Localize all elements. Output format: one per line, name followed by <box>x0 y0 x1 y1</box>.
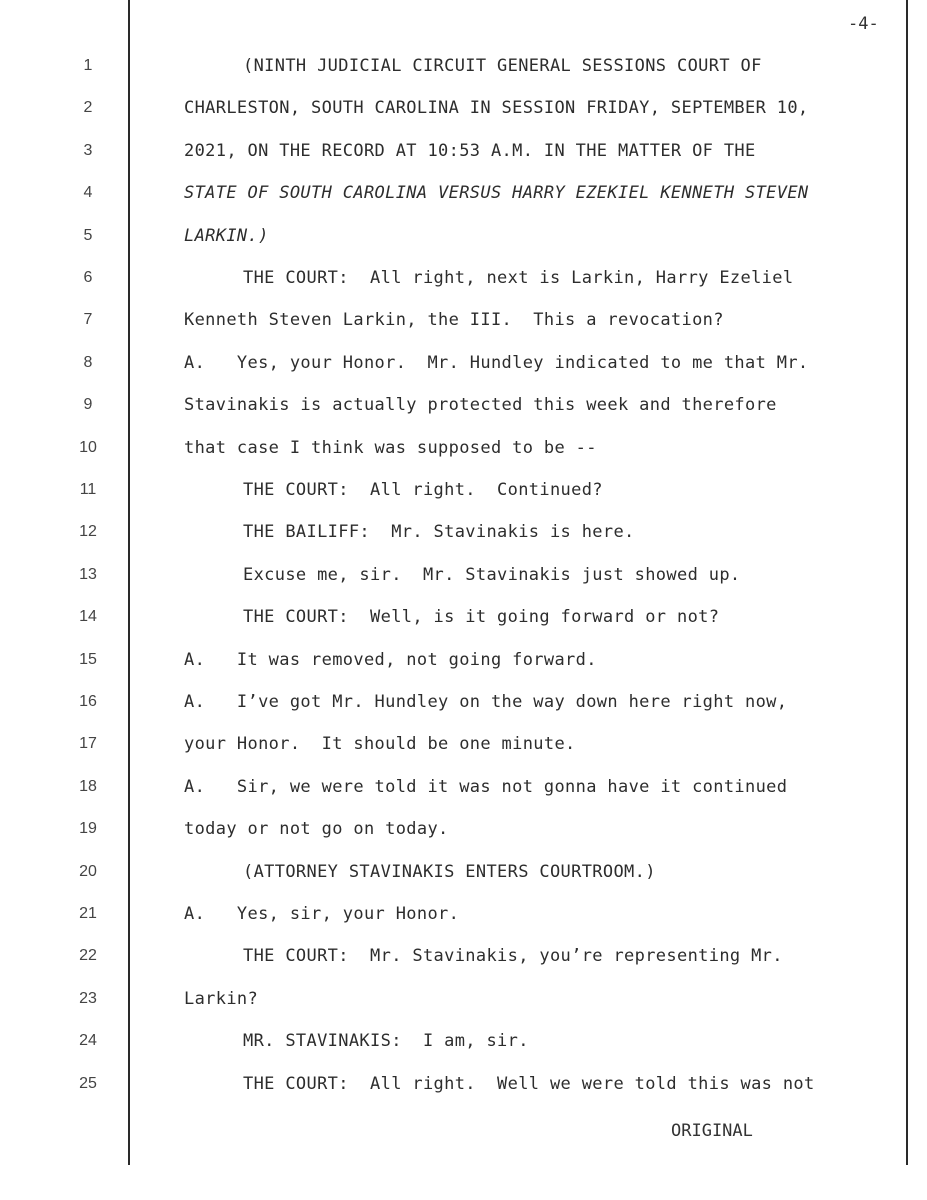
transcript-line-text: THE COURT: All right. Well we were told this was not <box>243 1073 815 1094</box>
line-number: 14 <box>79 608 97 626</box>
transcript-line-text: THE BAILIFF: Mr. Stavinakis is here. <box>243 522 635 543</box>
transcript-line-text: Excuse me, sir. Mr. Stavinakis just showed up. <box>243 564 741 585</box>
line-number: 17 <box>79 735 97 753</box>
line-number: 1 <box>83 57 93 74</box>
line-number: 5 <box>83 226 93 244</box>
line-number: 20 <box>79 862 97 880</box>
transcript-line-text: A. It was removed, not going forward. <box>184 649 597 670</box>
line-number: 7 <box>83 311 93 329</box>
transcript-line-text: A. Sir, we were told it was not gonna have it continued <box>184 776 788 797</box>
line-number: 10 <box>79 438 97 456</box>
line-number: 16 <box>79 693 97 710</box>
line-number: 18 <box>79 777 97 795</box>
transcript-line-text: A. Yes, sir, your Honor. <box>184 904 460 924</box>
transcript-line-text: (NINTH JUDICIAL CIRCUIT GENERAL SESSIONS COURT OF <box>243 56 762 76</box>
transcript-line-text: Stavinakis is actually protected this week and therefore <box>184 395 777 416</box>
transcript-line-text: A. Yes, your Honor. Mr. Hundley indicated to me that Mr. <box>184 352 809 373</box>
original-stamp: ORIGINAL <box>671 1121 753 1141</box>
page-number: -4- <box>848 14 879 34</box>
transcript-line-text: STATE OF SOUTH CAROLINA VERSUS HARRY EZEKIEL KENNETH STEVEN <box>184 183 809 204</box>
transcript-line-text: LARKIN.) <box>184 225 269 246</box>
transcript-line-text: THE COURT: Well, is it going forward or not? <box>243 607 720 628</box>
line-number: 2 <box>83 99 93 117</box>
right-margin-rule <box>906 0 908 1165</box>
line-number: 4 <box>83 184 93 202</box>
line-number: 21 <box>79 905 97 922</box>
line-number: 13 <box>79 565 97 583</box>
line-number: 8 <box>83 353 93 371</box>
line-number: 15 <box>79 650 97 668</box>
transcript-line-text: that case I think was supposed to be -- <box>184 437 597 458</box>
line-number: 9 <box>83 396 93 414</box>
line-number: 11 <box>79 481 97 498</box>
transcript-line-text: Kenneth Steven Larkin, the III. This a revocation? <box>184 310 724 331</box>
transcript-line-text: CHARLESTON, SOUTH CAROLINA IN SESSION FRIDAY, SEPTEMBER 10, <box>184 98 809 119</box>
line-number: 19 <box>79 820 97 838</box>
transcript-line-text: your Honor. It should be one minute. <box>184 734 576 755</box>
line-number: 6 <box>83 269 93 286</box>
transcript-line-text: Larkin? <box>184 988 259 1009</box>
line-number: 22 <box>79 947 97 965</box>
transcript-line-text: THE COURT: Mr. Stavinakis, you’re representing Mr. <box>243 946 783 967</box>
transcript-line-text: 2021, ON THE RECORD AT 10:53 A.M. IN THE MATTER OF THE <box>184 140 756 161</box>
line-number: 12 <box>79 523 97 541</box>
line-number: 24 <box>79 1032 97 1050</box>
transcript-line-text: THE COURT: All right, next is Larkin, Harry Ezeliel <box>243 268 794 288</box>
left-margin-rule <box>128 0 130 1165</box>
line-number: 23 <box>79 989 97 1007</box>
transcript-line-text: (ATTORNEY STAVINAKIS ENTERS COURTROOM.) <box>243 861 656 882</box>
transcript-line-text: today or not go on today. <box>184 819 449 840</box>
transcript-line-text: A. I’ve got Mr. Hundley on the way down here right now, <box>184 692 788 712</box>
transcript-line-text: MR. STAVINAKIS: I am, sir. <box>243 1031 529 1052</box>
line-number: 3 <box>83 141 93 159</box>
line-number: 25 <box>79 1074 97 1092</box>
transcript-line-text: THE COURT: All right. Continued? <box>243 480 603 500</box>
